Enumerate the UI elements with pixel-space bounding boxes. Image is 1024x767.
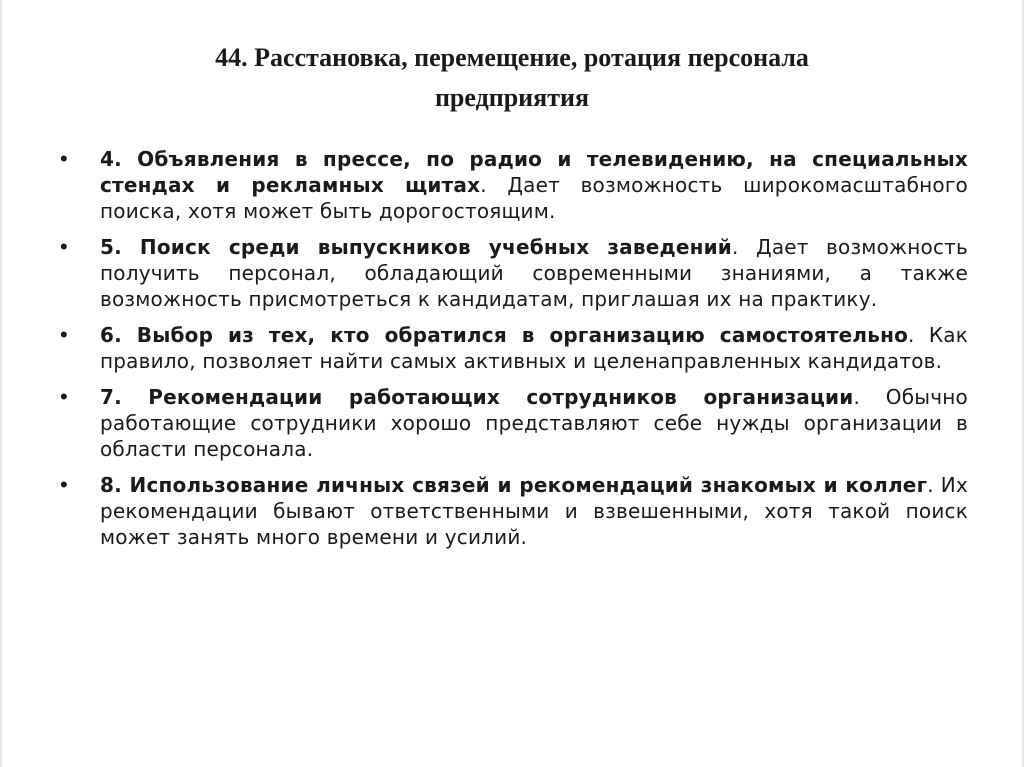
list-item-heading: 5. Поиск среди выпускников учебных заведений xyxy=(100,235,733,259)
list-item-description: . Обычно работающие сотрудники хорошо представляют себе нужды организации в области персонала. xyxy=(100,385,968,461)
list-item-description: . Дает возможность широкомасштабного поиска, хотя может быть дорогостоящим. xyxy=(100,173,968,223)
title-line-1: 44. Расстановка, перемещение, ротация персонала xyxy=(215,43,809,72)
list-item-heading: 8. Использование личных связей и рекомендаций знакомых и коллег xyxy=(100,473,928,497)
bullet-dot-icon: • xyxy=(60,472,68,497)
list-item-text xyxy=(100,322,968,374)
title-line-2: предприятия xyxy=(434,83,590,112)
bullet-list xyxy=(60,146,968,560)
list-item-heading: 7. Рекомендации работающих сотрудников организации xyxy=(100,385,854,409)
bullet-dot-icon: • xyxy=(60,384,68,409)
list-item xyxy=(60,472,968,550)
list-item-heading: 6. Выбор из тех, кто обратился в организацию самостоятельно xyxy=(100,323,909,347)
list-item-text xyxy=(100,234,968,312)
list-item xyxy=(60,322,968,374)
list-item-heading: 4. Объявления в прессе, по радио и телевидению, на специальных стендах и рекламных щитах xyxy=(100,147,968,197)
list-item-text xyxy=(100,384,968,462)
list-item-text xyxy=(100,472,968,550)
bullet-dot-icon: • xyxy=(60,234,68,259)
page-title xyxy=(62,38,962,118)
bullet-dot-icon: • xyxy=(60,322,68,347)
bullet-dot-icon: • xyxy=(60,146,68,171)
list-item xyxy=(60,234,968,312)
list-item-description: . Как правило, позволяет найти самых активных и целенаправленных кандидатов. xyxy=(100,323,969,373)
list-item xyxy=(60,146,968,224)
list-item-text xyxy=(100,146,968,224)
list-item-description: . Дает возможность получить персонал, обладающий современными знаниями, а также возможность присмотреться к кандидатам, приглашая их на практику. xyxy=(100,235,968,311)
list-item xyxy=(60,384,968,462)
list-item-description: . Их рекомендации бывают ответственными и взвешенными, хотя такой поиск может занять много времени и усилий. xyxy=(100,473,969,549)
